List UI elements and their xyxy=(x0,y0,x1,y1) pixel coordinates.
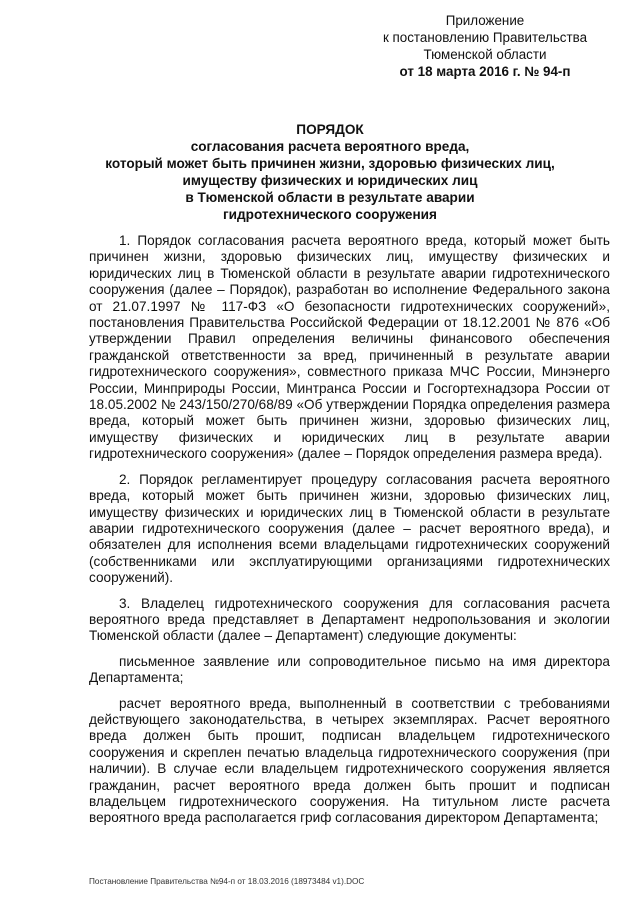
paragraph-4: письменное заявление или сопроводительное письмо на имя директора Департамента; xyxy=(89,653,610,686)
title-line-4: в Тюменской области в результате аварии xyxy=(185,190,475,205)
appendix-block xyxy=(360,12,610,80)
paragraph-1: 1. Порядок согласования расчета вероятного вреда, который может быть причинен жизни, здоровью физических лиц, имуществу физических и юридических лиц в Тюменской области в результате аварии гидротехнического сооружения (далее – Порядок), разработан во исполнение Федерального закона от 21.07.1997 № 117-ФЗ «О безопасности гидротехнических сооружений», постановления Правительства Российской Федерации от 18.12.2001 № 876 «Об утверждении Правил определения величины финансового обеспечения гражданской ответственности за вред, причиненный в результате аварии гидротехнического сооружения», совместного приказа МЧС России, Минэнерго России, Минприроды России, Минтранса России и Госгортехнадзора России от 18.05.2002 № 243/150/270/68/89 «Об утверждении Порядка определения размера вреда, который может быть причинен жизни, здоровью физических лиц, имуществу физических и юридических лиц в результате аварии гидротехнического сооружения» (далее – Порядок определения размера вреда). xyxy=(89,233,610,462)
appendix-region: Тюменской области xyxy=(423,47,547,62)
title-line-2: который может быть причинен жизни, здоровью физических лиц, xyxy=(105,156,555,171)
paragraph-3: 3. Владелец гидротехнического сооружения для согласования расчета вероятного вреда представляет в Департамент недропользования и экологии Тюменской области (далее – Департамент) следующие документы: xyxy=(89,595,610,644)
title-heading: ПОРЯДОК xyxy=(296,122,364,137)
title-line-1: согласования расчета вероятного вреда, xyxy=(190,139,470,154)
appendix-reference: к постановлению Правительства xyxy=(382,30,588,45)
title-line-3: имуществу физических и юридических лиц xyxy=(182,173,478,188)
paragraph-2: 2. Порядок регламентирует процедуру согласования расчета вероятного вреда, который может быть причинен жизни, здоровью физических лиц, имуществу физических и юридических лиц в Тюменской области в результате аварии гидротехнического сооружения (далее – расчет вероятного вреда), и обязателен для исполнения всеми владельцами гидротехнических сооружений (собственниками или эксплуатирующими организациями гидротехнических сооружений). xyxy=(89,471,610,586)
document-title xyxy=(70,121,590,223)
document-footer: Постановление Правительства №94-п от 18.03.2016 (18973484 v1).DOC xyxy=(89,877,365,886)
title-line-5: гидротехнического сооружения xyxy=(223,207,437,222)
appendix-label: Приложение xyxy=(445,13,525,28)
paragraph-5: расчет вероятного вреда, выполненный в соответствии с требованиями действующего законодательства, в четырех экземплярах. Расчет вероятного вреда должен быть прошит, подписан владельцем гидротехнического сооружения и скреплен печатью владельца гидротехнического сооружения (при наличии). В случае если владельцем гидротехнического сооружения является гражданин, расчет вероятного вреда должен быть прошит и подписан владельцем гидротехнического сооружения. На титульном листе расчета вероятного вреда располагается гриф согласования директором Департамента; xyxy=(89,695,610,826)
appendix-date-number: от 18 марта 2016 г. № 94-п xyxy=(399,64,571,79)
document-body xyxy=(89,233,610,835)
